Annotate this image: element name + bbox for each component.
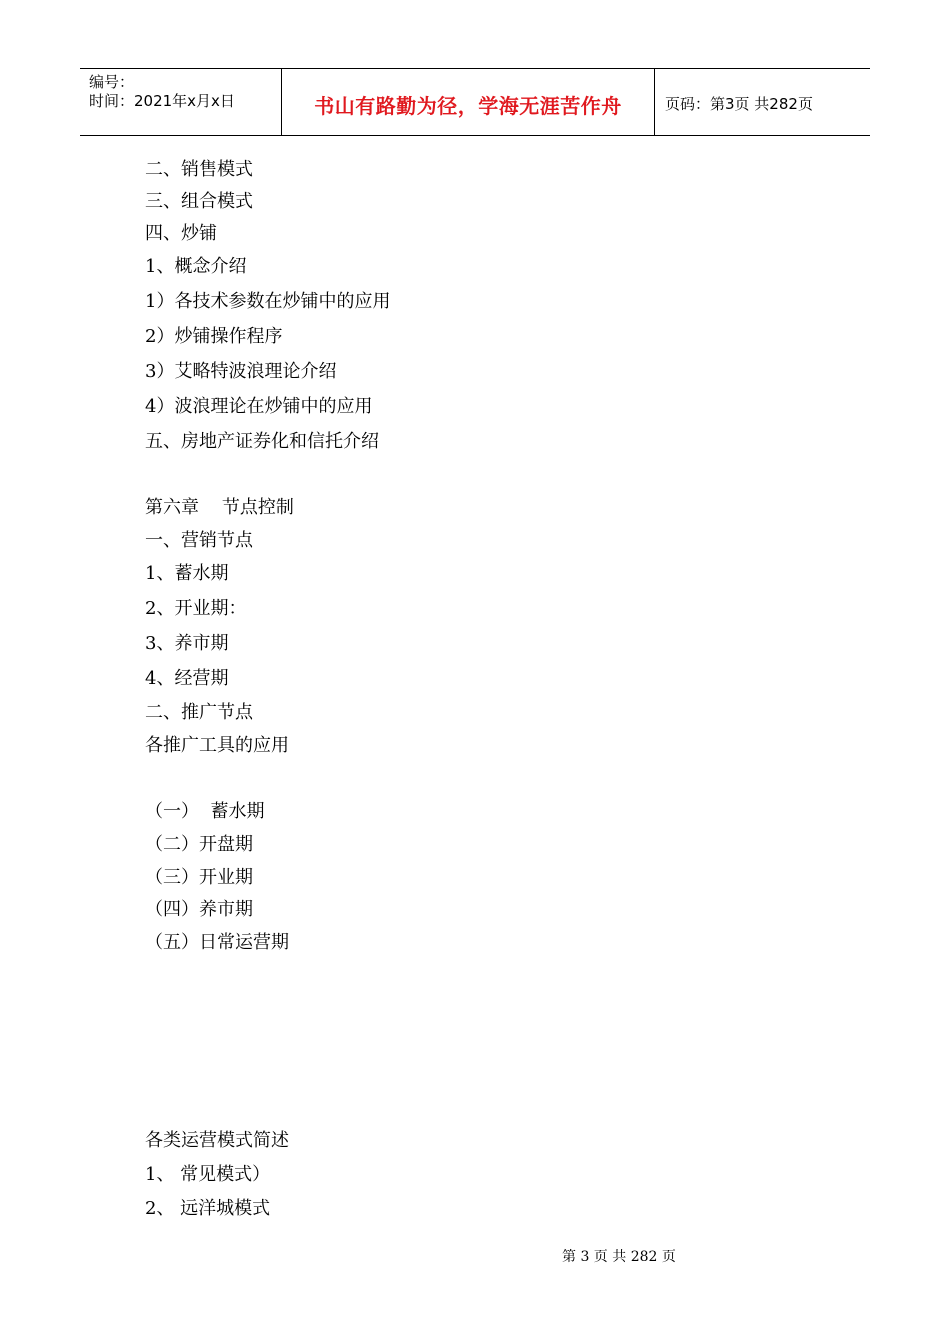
list-item: 1、概念介绍 xyxy=(145,256,247,277)
list-item: （四）养市期 xyxy=(145,899,253,920)
list-item: （二）开盘期 xyxy=(145,834,253,855)
list-item: （一） 蓄水期 xyxy=(145,801,265,822)
list-item: （五）日常运营期 xyxy=(145,932,289,953)
section-heading: 一、营销节点 xyxy=(145,530,253,551)
list-item: 1）各技术参数在炒铺中的应用 xyxy=(145,291,391,312)
chapter-title: 第六章 节点控制 xyxy=(145,497,294,518)
section-heading: 五、房地产证券化和信托介绍 xyxy=(145,431,379,452)
page-header xyxy=(80,68,870,136)
header-motto-cell xyxy=(282,69,655,135)
list-item: （三）开业期 xyxy=(145,867,253,888)
section-heading: 四、炒铺 xyxy=(145,223,217,244)
paragraph: 各类运营模式简述 xyxy=(145,1130,289,1151)
header-page-number: 页码：第3页 共282页 xyxy=(665,94,813,113)
list-item: 4、经营期 xyxy=(145,668,229,689)
list-item: 1、 常见模式） xyxy=(145,1164,271,1185)
header-meta-cell xyxy=(80,69,282,135)
header-page-cell xyxy=(655,69,870,135)
list-item: 3）艾略特波浪理论介绍 xyxy=(145,361,337,382)
list-item: 2、开业期： xyxy=(145,598,247,619)
list-item: 1、蓄水期 xyxy=(145,563,229,584)
document-number-label: 编号： xyxy=(89,73,135,91)
page-footer: 第 3 页 共 282 页 xyxy=(562,1249,676,1265)
paragraph: 各推广工具的应用 xyxy=(145,735,289,756)
document-date-label: 时间：2021年x月x日 xyxy=(89,92,235,110)
section-heading: 二、销售模式 xyxy=(145,159,253,180)
list-item: 2）炒铺操作程序 xyxy=(145,326,283,347)
list-item: 2、 远洋城模式 xyxy=(145,1198,271,1219)
section-heading: 三、组合模式 xyxy=(145,191,253,212)
list-item: 3、养市期 xyxy=(145,633,229,654)
section-heading: 二、推广节点 xyxy=(145,702,253,723)
list-item: 4）波浪理论在炒铺中的应用 xyxy=(145,396,373,417)
header-motto: 书山有路勤为径，学海无涯苦作舟 xyxy=(314,93,622,118)
